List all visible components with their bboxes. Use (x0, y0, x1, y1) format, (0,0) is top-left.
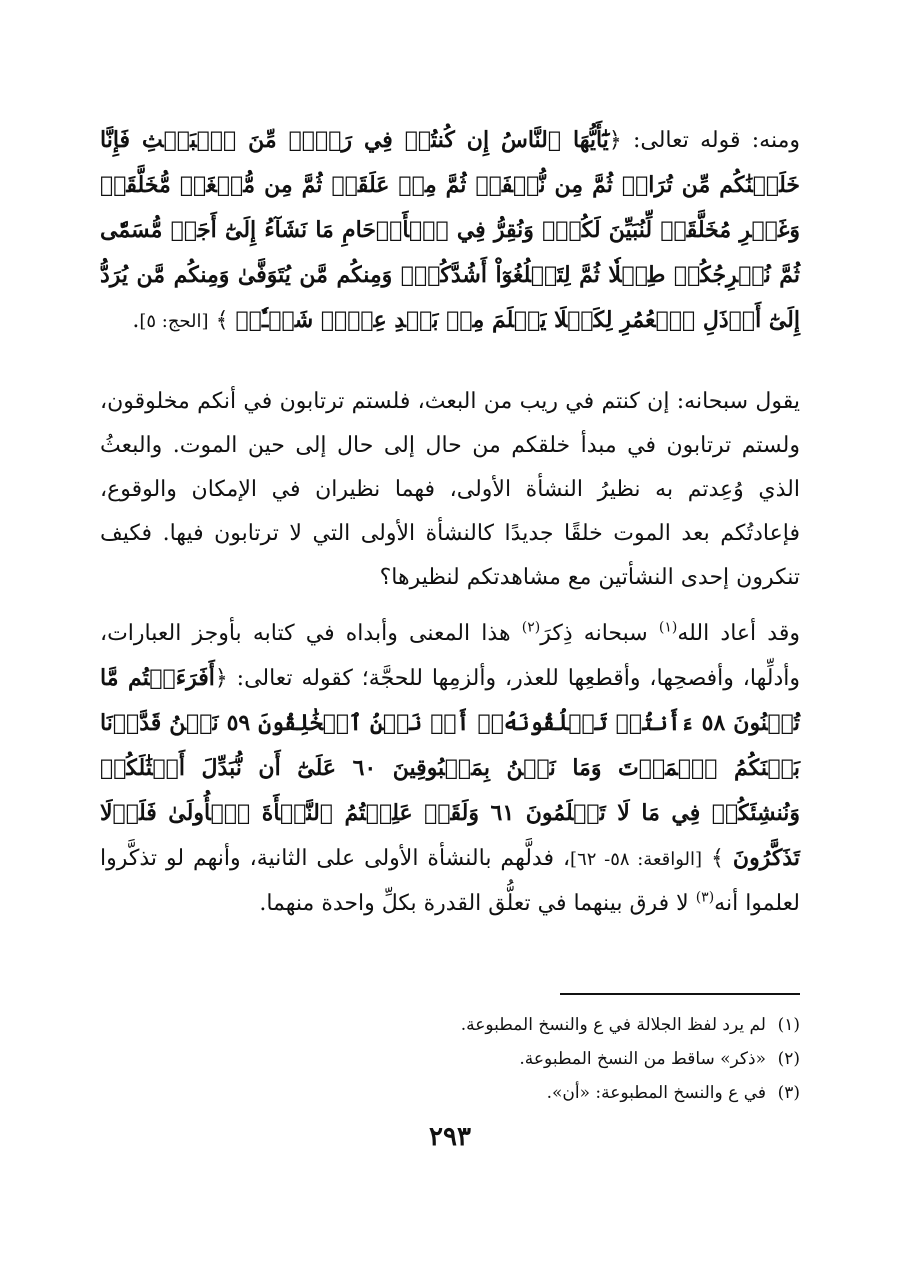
verse-reference: [الحج: ٥] (139, 311, 209, 332)
footnote-number: (٣) (777, 1083, 800, 1103)
footnote-divider (560, 993, 800, 995)
footnote-item (100, 1076, 800, 1110)
verse-close-brace: ﴾ (702, 846, 733, 871)
footnote-text: لم يرد لفظ الجلالة في ع والنسخ المطبوعة. (460, 1015, 766, 1035)
verse-close-brace: ﴾ (208, 308, 236, 333)
quran-verse-waqiah: أَفَرَءَيۡتُم مَّا تُمۡنُونَ ٥٨ ءَأَنتُمۡ تَخۡلُقُونَهُۥٓ أَمۡ نَحۡنُ ٱلۡخَٰلِقُونَ ٥٩ نَحۡنُ قَدَّرۡنَا بَيۡنَكُمُ ٱلۡمَوۡتَ وَمَا نَحۡنُ بِمَسۡبُوقِينَ ٦٠ عَلَىٰٓ أَن نُّبَدِّلَ أَمۡثَٰلَكُمۡ وَنُنشِئَكُمۡ فِي مَا لَا تَعۡلَمُونَ ٦١ وَلَقَدۡ عَلِمۡتُمُ ٱلنَّشۡأَةَ ٱلۡأُولَىٰ فَلَوۡلَا تَذَكَّرُونَ (100, 665, 800, 871)
footnote-number: (٢) (777, 1049, 800, 1069)
sentence-end: . (132, 308, 140, 333)
page-number: ٢٩٣ (429, 1122, 471, 1152)
paragraph-waqiah-verse (100, 612, 800, 926)
footnote-number: (١) (777, 1015, 800, 1035)
verse-open-brace: ﴿ (608, 128, 622, 153)
verse-open-brace: ﴿ (214, 666, 228, 691)
intro-text: ومنه: قوله تعالى: (621, 128, 800, 153)
paragraph-text-4: ، فدلَّهم بالنشأة الأولى على الثانية، وأنهم لو تذكَّروا لعلموا أنه (100, 846, 800, 916)
verse-reference: [الواقعة: ٥٨- ٦٢] (570, 849, 703, 870)
footnote-marker-3[interactable]: (٣) (695, 889, 715, 906)
footnote-item (100, 1042, 800, 1076)
footnote-item (100, 1008, 800, 1042)
footnote-text: «ذكر» ساقط من النسخ المطبوعة. (519, 1049, 766, 1069)
footnote-marker-2[interactable]: (٢) (521, 619, 541, 636)
paragraph-explanation (100, 380, 800, 600)
paragraph-hajj-verse (100, 118, 800, 344)
footnotes-list (100, 1008, 800, 1110)
footnote-text: في ع والنسخ المطبوعة: «أن». (546, 1083, 766, 1103)
paragraph-text-3: هذا المعنى وأبداه في كتابه بأوجز العبارات، وأدلِّها، وأفصحِها، وأقطعِها للعذر، وألزمِها للحجَّة؛ كقوله تعالى: (100, 621, 800, 691)
paragraph-text: يقول سبحانه: إن كنتم في ريب من البعث، فلستم ترتابون في أنكم مخلوقون، ولستم ترتابون في مبدأ خلقكم من حال إلى حال إلى حين الموت. والبعثُ الذي وُعِدتم به نظيرُ النشأة الأولى، فهما نظيران في الإمكان والوقوع، فإعادتُكم بعد الموت خلقًا جديدًا كالنشأة الأولى التي لا ترتابون فيها. فكيف تنكرون إحدى النشأتين مع مشاهدتكم لنظيرها؟ (100, 389, 800, 590)
paragraph-text-2: سبحانه ذِكرَ (540, 621, 659, 646)
paragraph-text-5: لا فرق بينهما في تعلُّق القدرة بكلِّ واحدة منهما. (259, 891, 696, 916)
paragraph-text-1: وقد أعاد الله (677, 621, 800, 646)
quran-verse-hajj: يَٰٓأَيُّهَا ٱلنَّاسُ إِن كُنتُمۡ فِي رَيۡبٖ مِّنَ ٱلۡبَعۡثِ فَإِنَّا خَلَقۡنَٰكُم مِّن تُرَابٖ ثُمَّ مِن نُّطۡفَةٖ ثُمَّ مِنۡ عَلَقَةٖ ثُمَّ مِن مُّضۡغَةٖ مُّخَلَّقَةٖ وَغَيۡرِ مُخَلَّقَةٖ لِّنُبَيِّنَ لَكُمۡۚ وَنُقِرُّ فِي ٱلۡأَرۡحَامِ مَا نَشَآءُ إِلَىٰٓ أَجَلٖ مُّسَمّٗى ثُمَّ نُخۡرِجُكُمۡ طِفۡلٗا ثُمَّ لِتَبۡلُغُوٓاْ أَشُدَّكُمۡۖ وَمِنكُم مَّن يُتَوَفَّىٰ وَمِنكُم مَّن يُرَدُّ إِلَىٰٓ أَرۡذَلِ ٱلۡعُمُرِ لِكَيۡلَا يَعۡلَمَ مِنۢ بَعۡدِ عِلۡمٖ شَيۡـٔٗاۚ (100, 127, 800, 333)
footnote-marker-1[interactable]: (١) (658, 619, 678, 636)
